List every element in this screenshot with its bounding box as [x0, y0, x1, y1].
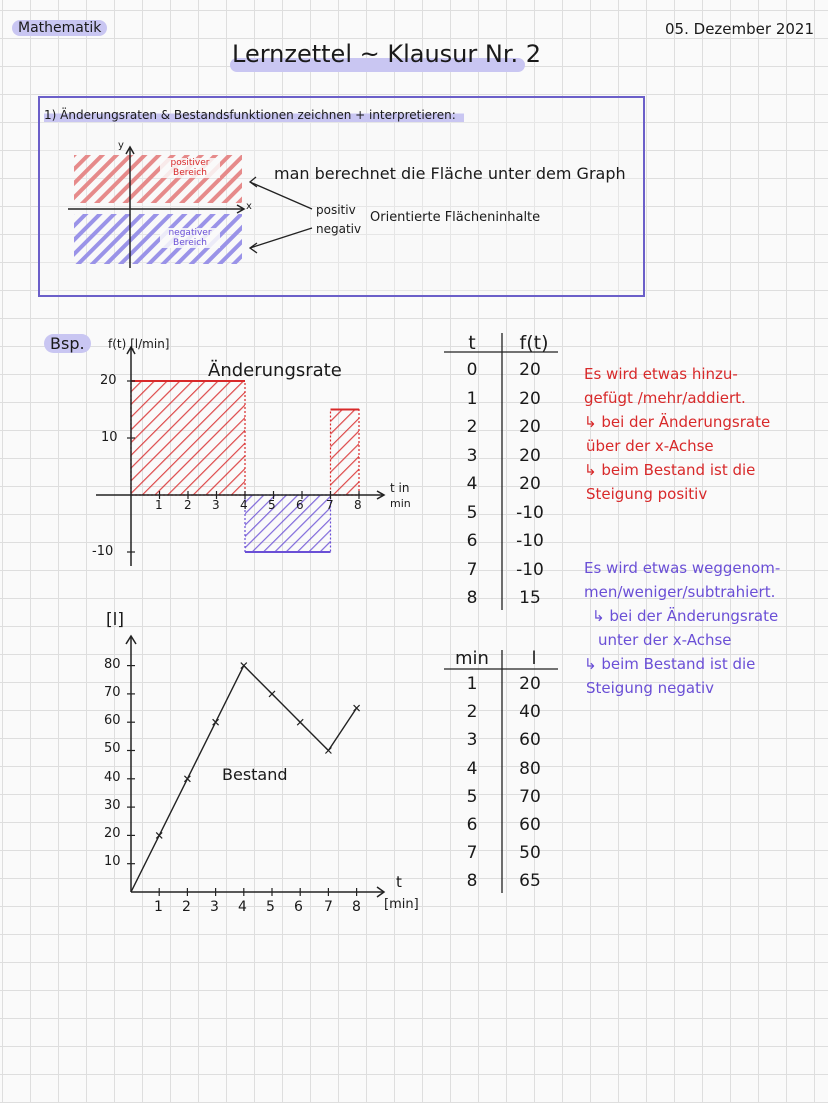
rate-area-2: [331, 410, 360, 496]
note-purple-line: ↳ bei der Änderungsrate: [592, 607, 779, 625]
table1-cell: 8: [466, 588, 478, 608]
stock-point: [269, 691, 275, 697]
stock-tick-y-60: 60: [104, 713, 121, 728]
stock-tick-y-10: 10: [104, 854, 121, 869]
table2-cell: 2: [466, 702, 478, 723]
rate-chart-title: Änderungsrate: [208, 360, 342, 381]
notes-red: [584, 362, 770, 506]
stock-tick-x-6: 6: [294, 899, 303, 915]
stock-point: [297, 719, 303, 725]
stock-tick-y-30: 30: [104, 798, 121, 813]
example-label: Bsp.: [44, 334, 91, 353]
table2-cell: 65: [519, 871, 541, 892]
table1-cell: -10: [516, 502, 544, 523]
table1-header-ft: f(t): [519, 332, 549, 354]
rate-tick-x-5: 5: [268, 498, 276, 512]
rate-tick-y-10: 10: [101, 430, 118, 445]
rate-area-1: [245, 495, 331, 552]
table1-cell: 2: [466, 417, 478, 437]
table2-header-min: min: [455, 648, 489, 669]
stock-tick-x-7: 7: [324, 899, 333, 915]
oriented-area-label: Orientierte Flächeninhalte: [370, 210, 541, 225]
note-red-line: über der x-Achse: [586, 437, 714, 455]
table2-cell: 60: [519, 730, 541, 751]
table2-header-l: l: [531, 648, 537, 669]
table2-cell: 20: [519, 674, 541, 694]
rate-tick-y-neg10: -10: [92, 544, 114, 559]
table1-cell: 3: [466, 445, 478, 466]
stock-chart-xlabel-unit: [min]: [384, 897, 419, 912]
stock-chart-xlabel-t: t: [396, 873, 402, 891]
table1-cell: 6: [466, 531, 478, 551]
table1-cell: -10: [516, 559, 544, 580]
rate-tick-x-8: 8: [354, 498, 362, 512]
rate-tick-x-4: 4: [240, 498, 248, 512]
stock-point: [213, 719, 219, 725]
stock-tick-x-8: 8: [352, 899, 361, 915]
rate-chart-xlabel-unit: min: [390, 497, 411, 510]
table1-cell: 20: [519, 388, 541, 409]
rate-chart-xlabel-t: t in: [390, 481, 410, 495]
table2-cell: 5: [466, 786, 478, 807]
table1-cell: 15: [519, 588, 541, 608]
table1-cell: 7: [466, 559, 478, 580]
stock-tick-x-1: 1: [154, 899, 163, 915]
table1-cell: 20: [519, 474, 541, 494]
note-purple-line: Es wird etwas weggenom-: [584, 559, 781, 577]
positiv-label: positiv: [316, 203, 356, 217]
stock-point: [184, 776, 190, 782]
note-red-line: ↳ bei der Änderungsrate: [584, 413, 771, 431]
stock-tick-x-4: 4: [238, 899, 247, 915]
note-red-line: Es wird etwas hinzu-: [584, 365, 738, 383]
notes-purple: [584, 556, 780, 700]
stock-point: [241, 663, 247, 669]
rate-tick-x-2: 2: [184, 498, 192, 512]
table2-cell: 70: [519, 786, 541, 807]
table1-cell: 1: [466, 388, 478, 409]
rate-tick-x-7: 7: [326, 498, 334, 512]
table1-cell: 20: [519, 445, 541, 466]
stock-point: [354, 705, 360, 711]
stock-tick-y-80: 80: [104, 657, 121, 672]
page-title: Lernzettel ~ Klausur Nr. 2: [232, 40, 542, 68]
negative-area-label: negativer Bereich: [160, 228, 220, 248]
sketch-y-label: y: [118, 140, 124, 151]
stock-tick-x-2: 2: [182, 899, 191, 915]
rate-tick-x-1: 1: [155, 498, 163, 512]
negativ-label: negativ: [316, 222, 362, 236]
positive-area-label: positiver Bereich: [160, 158, 220, 178]
table2-cell: 8: [466, 871, 478, 892]
rate-area-0: [131, 381, 245, 495]
subject-label: Mathematik: [12, 20, 107, 36]
stock-tick-y-40: 40: [104, 770, 121, 785]
note-purple-line: ↳ beim Bestand ist die: [584, 655, 756, 673]
stock-tick-x-5: 5: [266, 899, 275, 915]
table2-cell: 40: [519, 702, 541, 723]
note-red-line: ↳ beim Bestand ist die: [584, 461, 756, 479]
note-purple-line: men/weniger/subtrahiert.: [584, 583, 776, 601]
note-red-line: gefügt /mehr/addiert.: [584, 389, 746, 407]
table2-cell: 1: [466, 674, 478, 694]
stock-chart-title: Bestand: [222, 765, 288, 784]
table2-cell: 4: [466, 758, 478, 779]
section1-heading: 1) Änderungsraten & Bestandsfunktionen zeichnen + interpretieren:: [44, 108, 464, 122]
table2-cell: 60: [519, 815, 541, 835]
table2-cell: 3: [466, 730, 478, 751]
table2-cell: 7: [466, 843, 478, 864]
table2-cell: 6: [466, 815, 478, 835]
rate-tick-y-20: 20: [100, 373, 117, 388]
table1-cell: 4: [466, 474, 478, 494]
table2-cell: 80: [519, 758, 541, 779]
stock-tick-y-70: 70: [104, 685, 121, 700]
sketch-x-label: x: [246, 201, 252, 212]
rate-chart-ylabel: f(t) [l/min]: [108, 337, 170, 351]
table1-cell: 20: [519, 417, 541, 437]
stock-point: [325, 748, 331, 754]
arrow-to-negative: [250, 228, 312, 253]
rate-tick-x-6: 6: [296, 498, 304, 512]
stock-point: [156, 832, 162, 838]
table1-cell: -10: [516, 531, 544, 551]
note-red-line: Steigung positiv: [586, 485, 708, 503]
table1-cell: 0: [466, 360, 478, 380]
table2-cell: 50: [519, 843, 541, 864]
stock-tick-y-50: 50: [104, 741, 121, 756]
note-purple-line: Steigung negativ: [586, 679, 714, 697]
note-purple-line: unter der x-Achse: [598, 631, 732, 649]
stock-chart-ylabel: [l]: [106, 610, 124, 630]
stock-tick-x-3: 3: [210, 899, 219, 915]
stock-tick-y-20: 20: [104, 826, 121, 841]
date-label: 05. Dezember 2021: [665, 20, 814, 38]
table1-cell: 20: [519, 360, 541, 380]
table1-cell: 5: [466, 502, 478, 523]
area-note: man berechnet die Fläche unter dem Graph: [274, 164, 626, 183]
table1-header-t: t: [468, 332, 476, 354]
rate-tick-x-3: 3: [212, 498, 220, 512]
